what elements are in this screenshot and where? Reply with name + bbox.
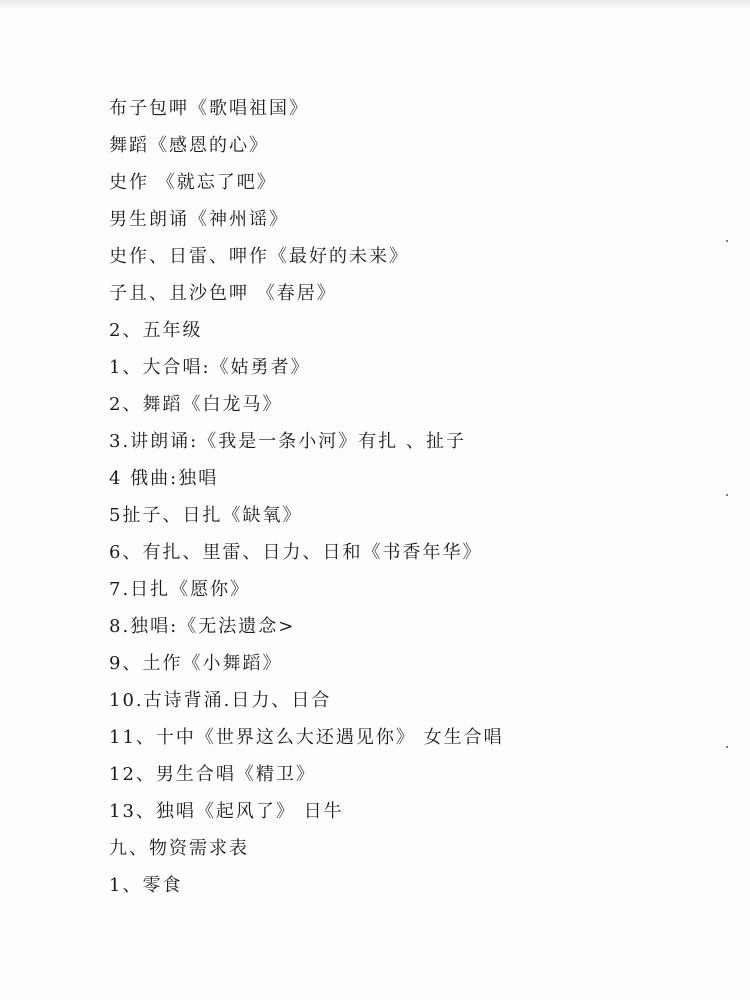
section-heading: 2、五年级 <box>109 320 203 341</box>
scan-speck <box>726 494 728 496</box>
program-list <box>109 94 709 908</box>
text-line: 10.古诗背涌.日力、日合 <box>109 690 332 711</box>
text-line: 史作、日雷、呷作《最好的未来》 <box>109 246 409 267</box>
text-line: 子且、且沙色呷 《春居》 <box>109 283 337 304</box>
text-line: 1、大合唱:《姑勇者》 <box>109 357 311 378</box>
text-line: 7.日扎《愿你》 <box>109 579 251 600</box>
text-line: 9、土作《小舞蹈》 <box>109 653 283 674</box>
text-line: 4 俄曲:独唱 <box>109 468 219 489</box>
scan-edge-shadow <box>0 0 750 10</box>
text-line: 史作 《就忘了吧》 <box>109 172 277 193</box>
text-line: 12、男生合唱《精卫》 <box>109 764 316 785</box>
text-line: 6、有扎、里雷、日力、日和《书香年华》 <box>109 542 483 563</box>
section-heading: 九、物资需求表 <box>109 838 249 859</box>
text-line: 2、舞蹈《白龙马》 <box>109 394 283 415</box>
text-line: 1、零食 <box>109 875 183 896</box>
text-line: 13、独唱《起风了》 日牛 <box>109 801 344 822</box>
text-line: 舞蹈《感恩的心》 <box>109 135 269 156</box>
text-line: 布子包呷《歌唱祖国》 <box>109 98 309 119</box>
text-line: 11、十中《世界这么大还遇见你》 女生合唱 <box>109 727 504 748</box>
text-line: 男生朗诵《神州谣》 <box>109 209 289 230</box>
text-line: 3.讲朗诵:《我是一条小河》有扎 、扯子 <box>109 431 466 452</box>
scan-speck <box>726 746 728 748</box>
scan-speck <box>726 240 728 242</box>
text-line: 8.独唱:《无法遗念> <box>109 616 296 637</box>
text-line: 5扯子、日扎《缺氧》 <box>109 505 303 526</box>
